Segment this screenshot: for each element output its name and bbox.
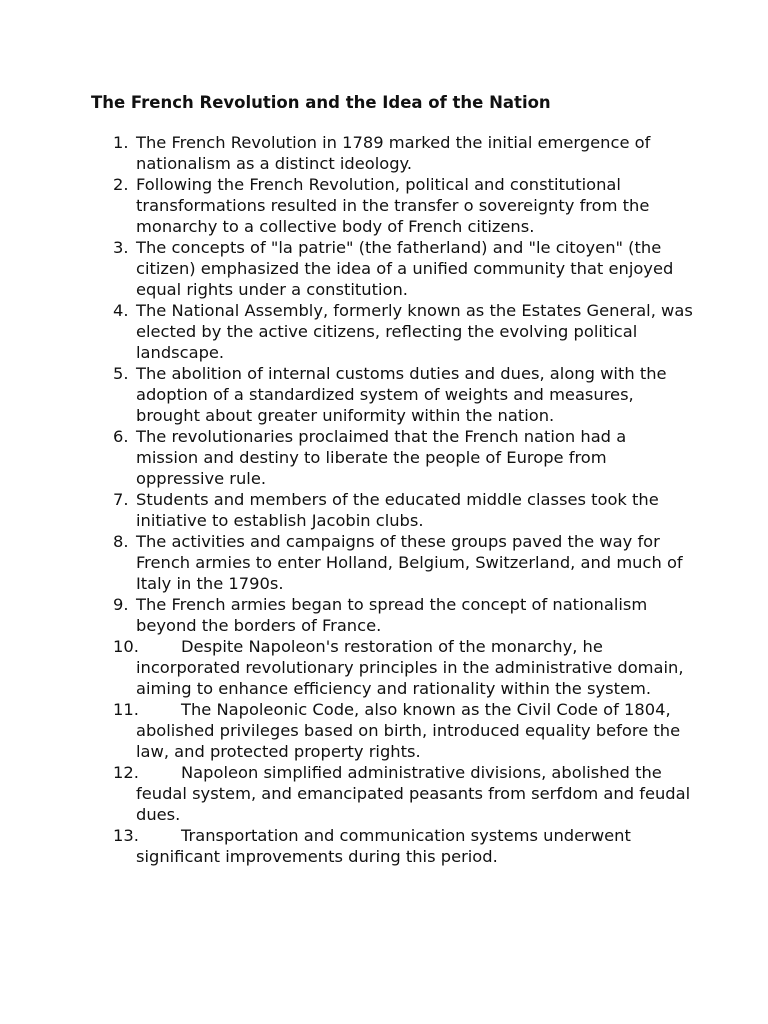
list-item: [113, 825, 693, 867]
list-item: [113, 594, 693, 636]
item-number: 11.: [113, 700, 139, 719]
item-text: Students and members of the educated middle classes took the initiative to establish Jacobin clubs.: [136, 490, 659, 530]
item-number: 4.: [113, 301, 129, 320]
list-item: [113, 762, 693, 825]
item-text: The National Assembly, formerly known as the Estates General, was elected by the active citizens, reflecting the evolving political landscape.: [136, 301, 693, 362]
item-text: The French armies began to spread the concept of nationalism beyond the borders of France.: [136, 595, 648, 635]
list-item: [113, 132, 693, 174]
list-item: [113, 531, 693, 594]
item-number: 2.: [113, 175, 129, 194]
item-text: The French Revolution in 1789 marked the initial emergence of nationalism as a distinct ideology.: [136, 133, 651, 173]
list-item: [113, 489, 693, 531]
item-number: 1.: [113, 133, 129, 152]
item-number: 8.: [113, 532, 129, 551]
document-title: The French Revolution and the Idea of the Nation: [91, 93, 551, 112]
item-text: Transportation and communication systems underwent significant improvements during this period.: [136, 826, 631, 866]
numbered-list: [113, 132, 693, 867]
item-text: The Napoleonic Code, also known as the Civil Code of 1804, abolished privileges based on birth, introduced equality before the law, and protected property rights.: [136, 700, 681, 761]
item-text: The concepts of "la patrie" (the fatherland) and "le citoyen" (the citizen) emphasized the idea of a unified community that enjoyed equal rights under a constitution.: [136, 238, 674, 299]
item-text: The activities and campaigns of these groups paved the way for French armies to enter Holland, Belgium, Switzerland, and much of Italy in the 1790s.: [136, 532, 683, 593]
list-item: [113, 174, 693, 237]
item-text: The revolutionaries proclaimed that the French nation had a mission and destiny to liberate the people of Europe from oppressive rule.: [136, 427, 627, 488]
item-number: 10.: [113, 637, 139, 656]
item-number: 3.: [113, 238, 129, 257]
list-item: [113, 636, 693, 699]
item-text: Napoleon simplified administrative divisions, abolished the feudal system, and emancipated peasants from serfdom and feudal dues.: [136, 763, 691, 824]
list-item: [113, 426, 693, 489]
item-text: Despite Napoleon's restoration of the monarchy, he incorporated revolutionary principles in the administrative domain, aiming to enhance efficiency and rationality within the system.: [136, 637, 684, 698]
item-number: 12.: [113, 763, 139, 782]
item-number: 9.: [113, 595, 129, 614]
list-item: [113, 237, 693, 300]
item-text: The abolition of internal customs duties and dues, along with the adoption of a standardized system of weights and measures, brought about greater uniformity within the nation.: [136, 364, 667, 425]
list-item: [113, 699, 693, 762]
item-text: Following the French Revolution, political and constitutional transformations resulted in the transfer o sovereignty from the monarchy to a collective body of French citizens.: [136, 175, 650, 236]
item-number: 6.: [113, 427, 129, 446]
item-number: 13.: [113, 826, 139, 845]
list-item: [113, 300, 693, 363]
list-item: [113, 363, 693, 426]
item-number: 5.: [113, 364, 129, 383]
item-number: 7.: [113, 490, 129, 509]
